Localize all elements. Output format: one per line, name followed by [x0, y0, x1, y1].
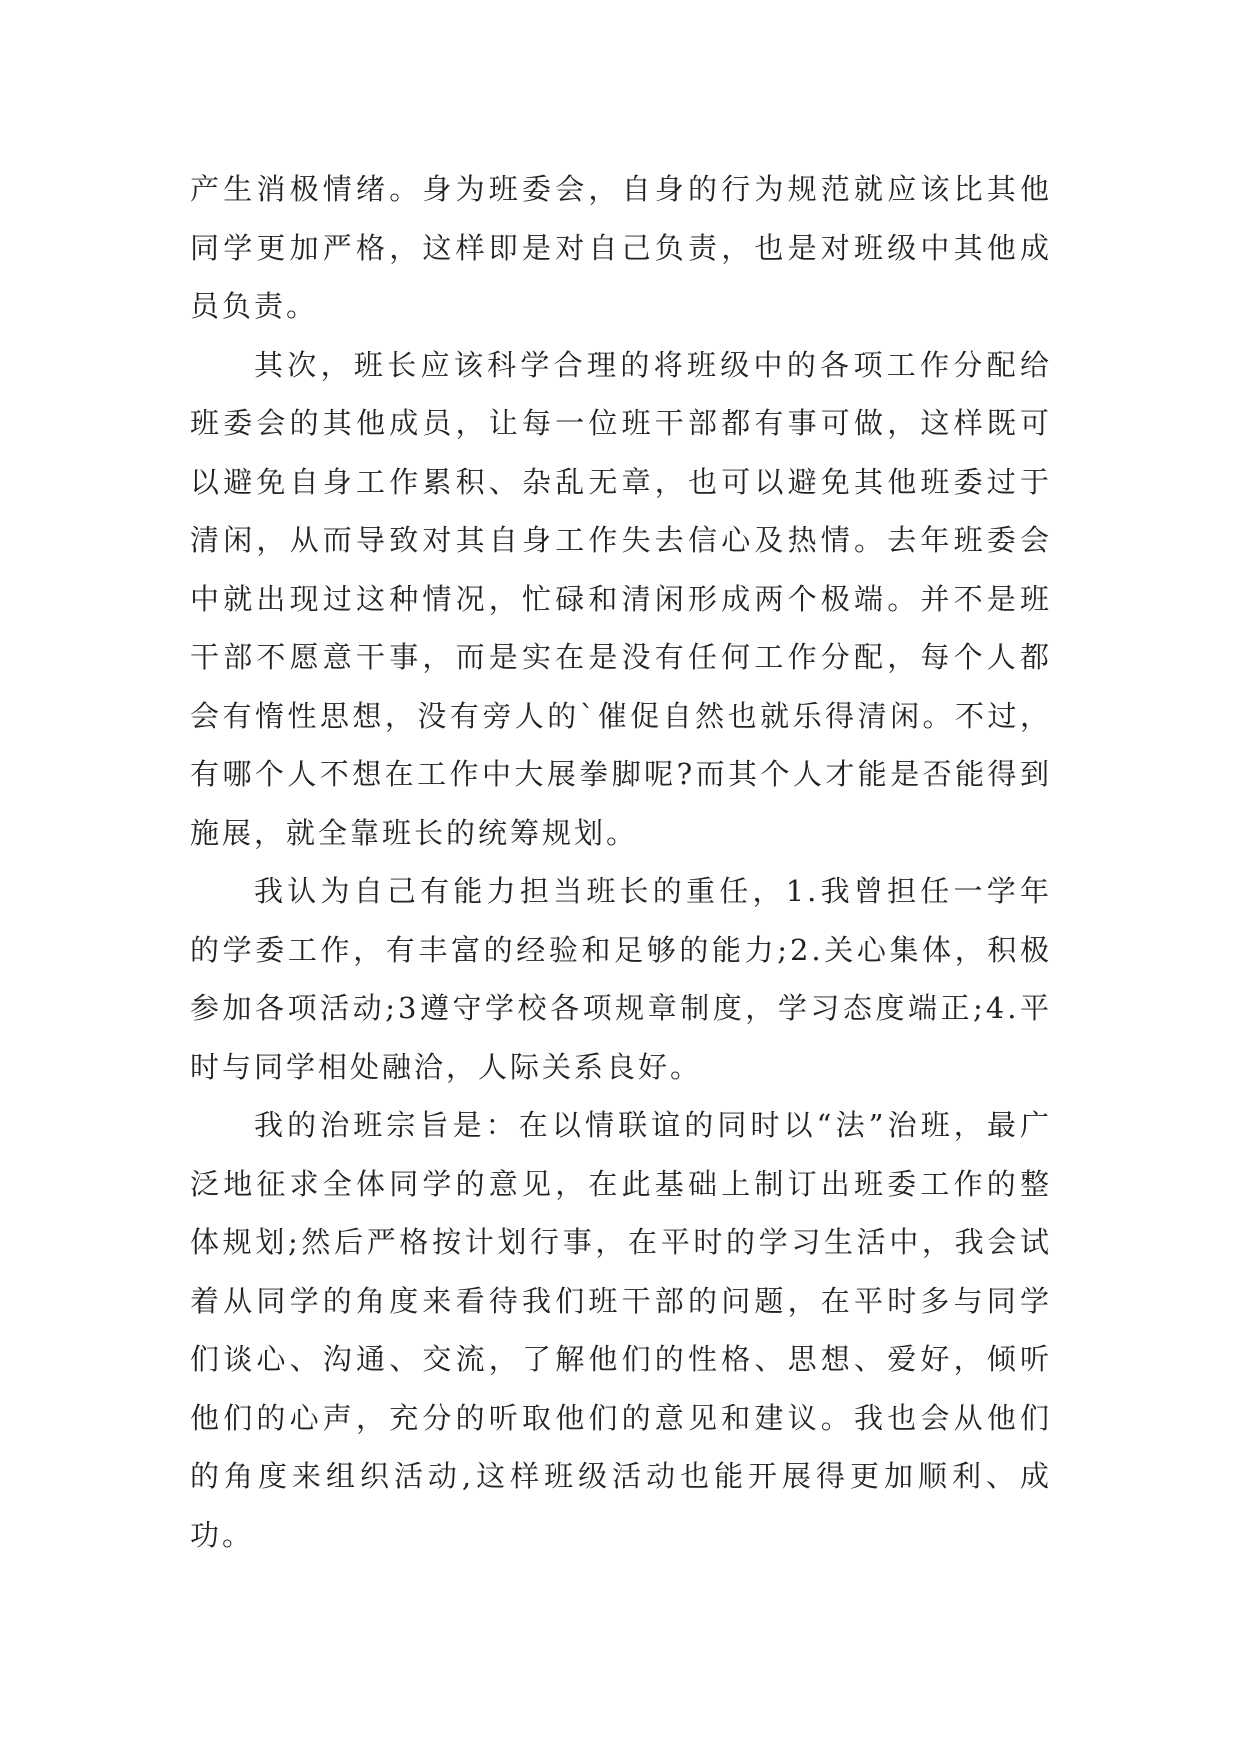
- paragraph-qualifications: 我认为自己有能力担当班长的重任，1.我曾担任一学年的学委工作，有丰富的经验和足够的能力;2.关心集体，积极参加各项活动;3遵守学校各项规章制度，学习态度端正;4.平时与同学相处融洽，人际关系良好。: [190, 874, 1052, 1084]
- paragraph-continuation: 产生消极情绪。身为班委会，自身的行为规范就应该比其他同学更加严格，这样即是对自己负责，也是对班级中其他成员负责。: [190, 172, 1052, 323]
- paragraph-management-principle: 我的治班宗旨是：在以情联谊的同时以“法”治班，最广泛地征求全体同学的意见，在此基础上制订出班委工作的整体规划;然后严格按计划行事，在平时的学习生活中，我会试着从同学的角度来看待我们班干部的问题，在平时多与同学们谈心、沟通、交流，了解他们的性格、思想、爱好，倾听他们的心声，充分的听取他们的意见和建议。我也会从他们的角度来组织活动,这样班级活动也能开展得更加顺利、成功。: [190, 1108, 1052, 1552]
- paragraph-task-distribution: 其次，班长应该科学合理的将班级中的各项工作分配给班委会的其他成员，让每一位班干部都有事可做，这样既可以避免自身工作累积、杂乱无章，也可以避免其他班委过于清闲，从而导致对其自身工作失去信心及热情。去年班委会中就出现过这种情况，忙碌和清闲形成两个极端。并不是班干部不愿意干事，而是实在是没有任何工作分配，每个人都会有惰性思想，没有旁人的`催促自然也就乐得清闲。不过，有哪个人不想在工作中大展拳脚呢?而其个人才能是否能得到施展，就全靠班长的统筹规划。: [190, 347, 1052, 850]
- document-body: [190, 160, 1052, 1564]
